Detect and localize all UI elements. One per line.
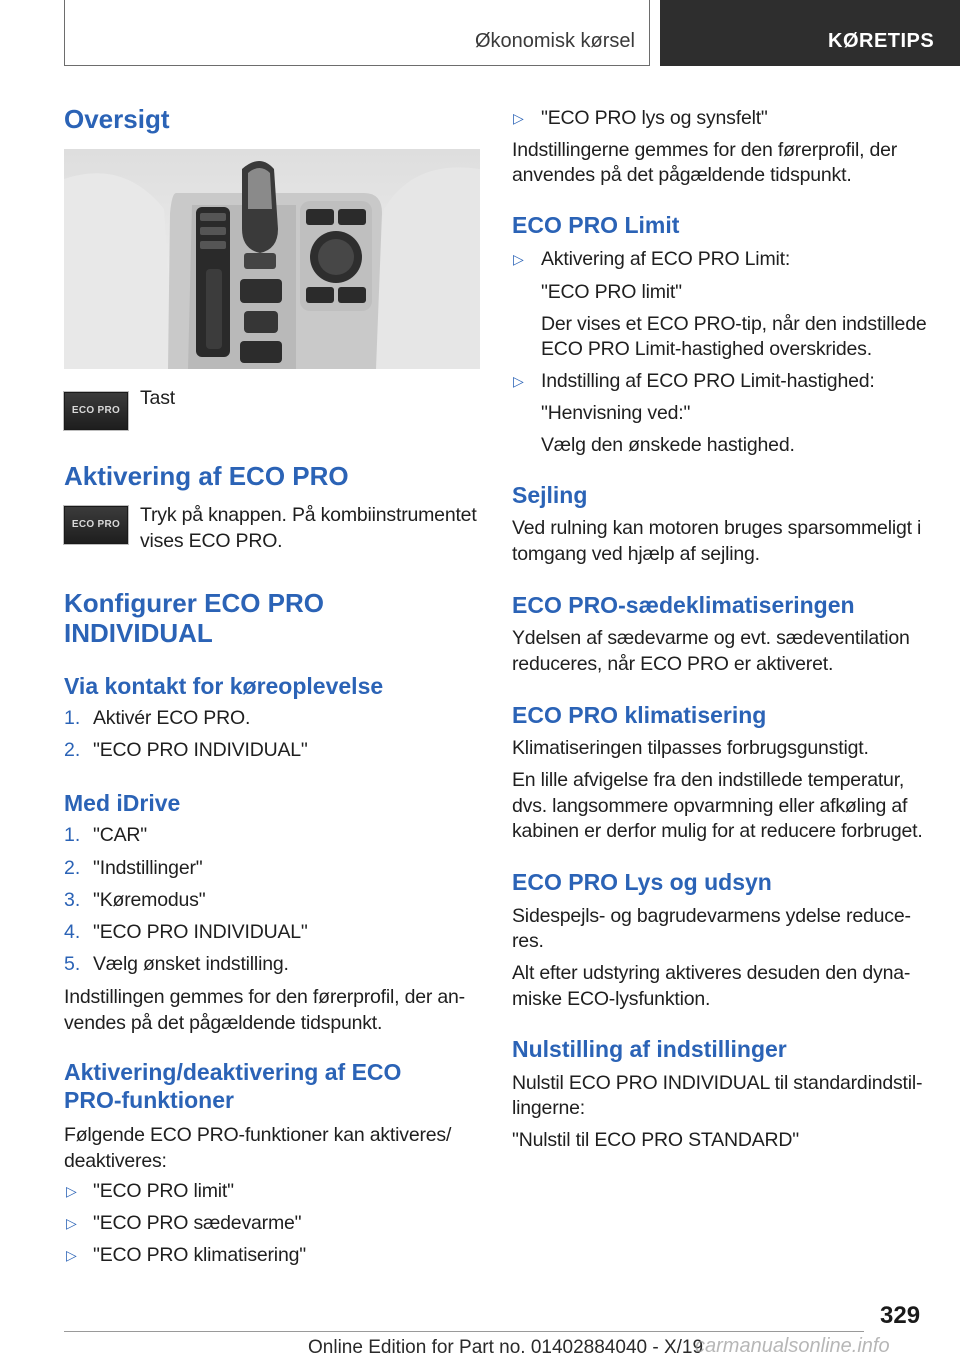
aktivering-text-2: vises ECO PRO. <box>140 530 283 552</box>
eco-pro-key-image-2 <box>64 506 128 544</box>
header-section-tab <box>660 0 960 66</box>
limit-item-1-sub: Der vises et ECO PRO-tip, når den indstillede <box>541 313 927 335</box>
eco-pro-key-image <box>64 392 128 430</box>
limit-item-2-sub: "Henvisning ved:" <box>541 402 691 424</box>
klima-text-4: kabinen er derfor mulig for at reducere forbruget. <box>512 820 923 842</box>
lys-text-1: Sidespejls- og bagrudevarmens ydelse reduce- <box>512 905 911 927</box>
saede-text-2: reduceres, når ECO PRO er aktiveret. <box>512 653 834 675</box>
akt-deakt-text-1: Følgende ECO PRO-funktioner kan aktiveres/ <box>64 1124 452 1146</box>
bullet-triangle-icon: ▷ <box>513 373 524 389</box>
bullet-triangle-icon: ▷ <box>66 1247 77 1263</box>
klima-text-2: En lille afvigelse fra den indstillede temperatur, <box>512 769 905 791</box>
heading-oversigt: Oversigt <box>64 104 170 134</box>
heading-saedeklima: ECO PRO-sædeklimatiseringen <box>512 592 855 618</box>
heading-aktivering: Aktivering af ECO PRO <box>64 461 349 491</box>
footer-edition: Online Edition for Part no. 01402884040 - X/19 <box>308 1337 704 1358</box>
bullet-triangle-icon: ▷ <box>513 251 524 267</box>
nul-text-1: Nulstil ECO PRO INDIVIDUAL til standardindstil- <box>512 1072 923 1094</box>
heading-klimatisering: ECO PRO klimatisering <box>512 702 767 728</box>
heading-eco-pro-limit: ECO PRO Limit <box>512 212 680 238</box>
akt-deakt-text-2: deaktiveres: <box>64 1150 167 1172</box>
console-photo <box>64 149 480 369</box>
limit-item-2-sub: Vælg den ønskede hastighed. <box>541 434 795 456</box>
akt-deakt-item: "ECO PRO limit" <box>93 1180 234 1202</box>
nul-item: "Nulstil til ECO PRO STANDARD" <box>512 1129 800 1151</box>
page-number: 329 <box>880 1302 921 1329</box>
console-illustration <box>64 149 480 369</box>
watermark: carmanualsonline.info <box>695 1335 890 1357</box>
right-top-note-2: anvendes på det pågældende tidspunkt. <box>512 164 852 186</box>
lys-text-4: miske ECO-lysfunktion. <box>512 988 711 1010</box>
klima-text-1: Klimatiseringen tilpasses forbrugsgunstigt. <box>512 737 869 759</box>
sejling-text-1: Ved rulning kan motoren bruges sparsommeligt i <box>512 517 922 539</box>
heading-konfigurer-2: INDIVIDUAL <box>64 618 213 648</box>
idrive-step-num: 4. <box>64 921 81 943</box>
photo-caption: Tast <box>140 387 175 409</box>
via-step-num: 1. <box>64 707 81 729</box>
footer-divider <box>64 1331 864 1332</box>
via-step-num: 2. <box>64 739 81 761</box>
via-step-text: "ECO PRO INDIVIDUAL" <box>93 739 308 761</box>
bullet-triangle-icon: ▷ <box>513 110 524 126</box>
limit-item-1-sub: "ECO PRO limit" <box>541 281 682 303</box>
heading-med-idrive: Med iDrive <box>64 790 181 816</box>
saede-text-1: Ydelsen af sædevarme og evt. sædeventilation <box>512 627 910 649</box>
idrive-step-text: Vælg ønsket indstilling. <box>93 953 289 975</box>
akt-deakt-item: "ECO PRO klimatisering" <box>93 1244 306 1266</box>
eco-pro-key-label: ECO PRO <box>71 405 121 416</box>
heading-akt-deakt-2: PRO-funktioner <box>64 1087 234 1113</box>
idrive-step-text: "ECO PRO INDIVIDUAL" <box>93 921 308 943</box>
right-top-note-1: Indstillingerne gemmes for den førerprofil, der <box>512 139 898 161</box>
limit-item-1: Aktivering af ECO PRO Limit: <box>541 248 791 270</box>
klima-text-3: dvs. langsommere opvarmning eller afkøling af <box>512 795 908 817</box>
via-step-text: Aktivér ECO PRO. <box>93 707 251 729</box>
lys-text-2: res. <box>512 930 544 952</box>
idrive-step-num: 2. <box>64 857 81 879</box>
idrive-step-num: 3. <box>64 889 81 911</box>
idrive-step-num: 5. <box>64 953 81 975</box>
heading-konfigurer-1: Konfigurer ECO PRO <box>64 588 325 618</box>
eco-pro-key-label-2: ECO PRO <box>71 519 121 530</box>
limit-item-1-sub: ECO PRO Limit-hastighed overskrides. <box>541 338 872 360</box>
aktivering-text-1: Tryk på knappen. På kombiinstrumentet <box>140 504 477 526</box>
idrive-step-text: "Køremodus" <box>93 889 206 911</box>
header-section: KØRETIPS <box>828 30 935 52</box>
limit-item-2: Indstilling af ECO PRO Limit-hastighed: <box>541 370 875 392</box>
idrive-step-text: "Indstillinger" <box>93 857 203 879</box>
heading-nulstilling: Nulstilling af indstillinger <box>512 1036 787 1062</box>
heading-lys-udsyn: ECO PRO Lys og udsyn <box>512 869 772 895</box>
header-chapter-tab <box>64 0 650 66</box>
heading-sejling: Sejling <box>512 482 588 508</box>
right-top-item: "ECO PRO lys og synsfelt" <box>541 107 768 129</box>
nul-text-2: lingerne: <box>512 1097 586 1119</box>
header-chapter: Økonomisk kørsel <box>474 30 635 52</box>
idrive-step-text: "CAR" <box>93 824 148 846</box>
idrive-step-num: 1. <box>64 824 81 846</box>
bullet-triangle-icon: ▷ <box>66 1215 77 1231</box>
heading-akt-deakt-1: Aktivering/deaktivering af ECO <box>64 1059 402 1085</box>
heading-via-kontakt: Via kontakt for køreoplevelse <box>64 673 384 699</box>
bullet-triangle-icon: ▷ <box>66 1183 77 1199</box>
idrive-note-1: Indstillingen gemmes for den førerprofil, der an- <box>64 986 465 1008</box>
sejling-text-2: tomgang ved hjælp af sejling. <box>512 543 760 565</box>
lys-text-3: Alt efter udstyring aktiveres desuden den dyna- <box>512 962 911 984</box>
akt-deakt-item: "ECO PRO sædevarme" <box>93 1212 302 1234</box>
idrive-note-2: vendes på det pågældende tidspunkt. <box>64 1012 383 1034</box>
